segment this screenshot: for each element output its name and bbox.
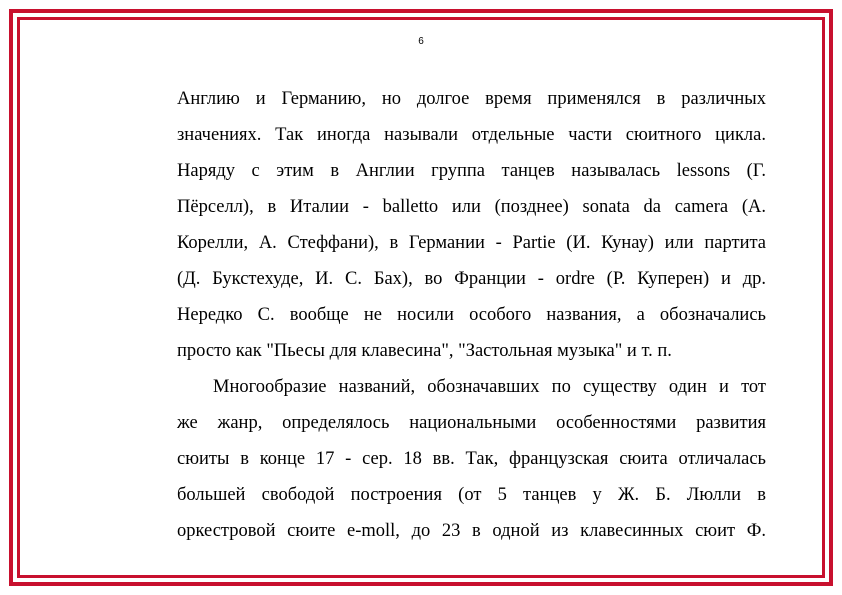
paragraph-end-line: просто как "Пьесы для клавесина", "Застольная музыка" и т. п.: [177, 341, 672, 361]
text-line: Корелли, А. Стеффани), в Германии - Partie (И. Кунау) или партита: [177, 233, 766, 253]
text-line: оркестровой сюите e-moll, до 23 в одной из клавесинных сюит Ф.: [177, 521, 766, 541]
text-line: сюиты в конце 17 - сер. 18 вв. Так, французская сюита отличалась: [177, 449, 766, 469]
text-line: Пёрселл), в Италии - balletto или (позднее) sonata da camera (А.: [177, 197, 766, 217]
text-line: Англию и Германию, но долгое время применялся в различных: [177, 89, 766, 109]
text-line: Нередко С. вообще не носили особого названия, а обозначались: [177, 305, 766, 325]
paragraph-start-line: Многообразие названий, обозначавших по существу один и тот: [213, 377, 766, 397]
text-line: Наряду с этим в Англии группа танцев называлась lessons (Г.: [177, 161, 766, 181]
text-line: (Д. Букстехуде, И. С. Бах), во Франции - ordre (Р. Куперен) и др.: [177, 269, 766, 289]
body-text: [177, 86, 766, 554]
page-number: 6: [418, 36, 424, 47]
text-line: большей свободой построения (от 5 танцев у Ж. Б. Люлли в: [177, 485, 766, 505]
text-line: же жанр, определялось национальными особенностями развития: [177, 413, 766, 433]
text-line: значениях. Так иногда называли отдельные части сюитного цикла.: [177, 125, 766, 145]
